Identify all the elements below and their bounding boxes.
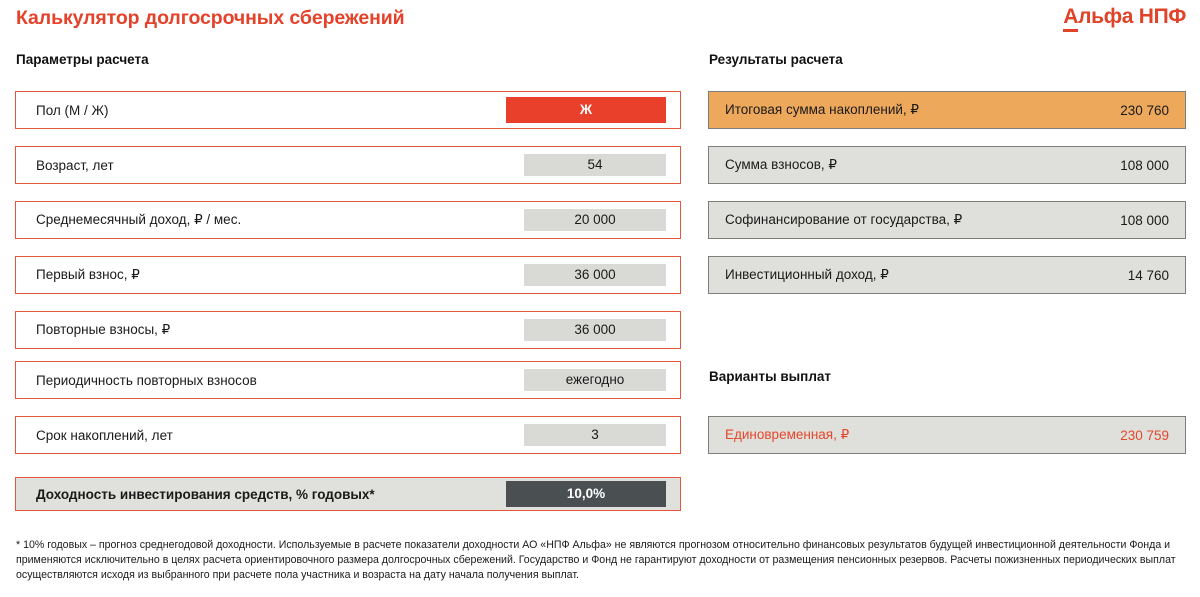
param-value-gender[interactable]: Ж [506, 97, 666, 123]
page-title: Калькулятор долгосрочных сбережений [16, 7, 405, 29]
param-value-first-contribution[interactable]: 36 000 [524, 264, 666, 286]
results-section-heading: Результаты расчета [709, 52, 843, 67]
result-value-state-cofinancing: 108 000 [1120, 212, 1169, 228]
param-label-gender: Пол (М / Ж) [36, 102, 109, 118]
param-label-monthly-income: Среднемесячный доход, ₽ / мес. [36, 212, 242, 227]
result-row-contributions-sum [708, 146, 1186, 184]
disclaimer-footnote: * 10% годовых – прогноз среднегодовой доходности. Используемые в расчете показатели доходности АО «НПФ Альфа» не являются прогнозом относительно финансовых результатов будущей инвестиционной деятельности Фонда и применяются исключительно в целях расчета ориентировочного размера долгосрочных сбережений. Государство и Фонд не гарантируют доходности от размещения пенсионных резервов. Расчеты пожизненных периодических выплат осуществляются исходя из выбранного при расчете пола участника и возраста на дату начала получения выплат. [16, 539, 1176, 582]
result-label-total-savings: Итоговая сумма накоплений, ₽ [725, 102, 919, 117]
param-row-age[interactable] [15, 146, 681, 184]
result-label-state-cofinancing: Софинансирование от государства, ₽ [725, 212, 963, 227]
page-header [0, 0, 1200, 40]
result-row-state-cofinancing [708, 201, 1186, 239]
param-row-contribution-frequency[interactable] [15, 361, 681, 399]
param-label-investment-yield: Доходность инвестирования средств, % годовых* [36, 486, 375, 502]
param-value-investment-yield[interactable]: 10,0% [506, 481, 666, 507]
result-value-investment-income: 14 760 [1127, 267, 1169, 283]
param-row-savings-term[interactable] [15, 416, 681, 454]
params-section-heading: Параметры расчета [16, 52, 149, 67]
brand-logo-first-letter: А [1063, 5, 1078, 32]
param-value-contribution-frequency[interactable]: ежегодно [524, 369, 666, 391]
result-row-investment-income [708, 256, 1186, 294]
result-value-contributions-sum: 108 000 [1120, 157, 1169, 173]
result-value-total-savings: 230 760 [1120, 102, 1169, 118]
param-label-repeat-contributions: Повторные взносы, ₽ [36, 322, 171, 337]
result-row-total-savings [708, 91, 1186, 129]
param-label-contribution-frequency: Периодичность повторных взносов [36, 372, 257, 388]
payout-value-lump-sum: 230 759 [1120, 427, 1169, 443]
brand-logo-rest: льфа НПФ [1078, 5, 1186, 28]
param-value-monthly-income[interactable]: 20 000 [524, 209, 666, 231]
brand-logo [1063, 5, 1186, 29]
param-label-savings-term: Срок накоплений, лет [36, 427, 173, 443]
param-row-first-contribution[interactable] [15, 256, 681, 294]
payout-row-lump-sum[interactable] [708, 416, 1186, 454]
param-row-monthly-income[interactable] [15, 201, 681, 239]
param-value-savings-term[interactable]: 3 [524, 424, 666, 446]
param-label-age: Возраст, лет [36, 157, 114, 173]
payout-label-lump-sum: Единовременная, ₽ [725, 427, 850, 442]
param-row-repeat-contributions[interactable] [15, 311, 681, 349]
result-label-investment-income: Инвестиционный доход, ₽ [725, 267, 889, 282]
param-row-investment-yield[interactable] [15, 477, 681, 511]
result-label-contributions-sum: Сумма взносов, ₽ [725, 157, 838, 172]
param-label-first-contribution: Первый взнос, ₽ [36, 267, 140, 282]
param-value-repeat-contributions[interactable]: 36 000 [524, 319, 666, 341]
param-row-gender[interactable] [15, 91, 681, 129]
param-value-age[interactable]: 54 [524, 154, 666, 176]
payouts-section-heading: Варианты выплат [709, 369, 832, 384]
